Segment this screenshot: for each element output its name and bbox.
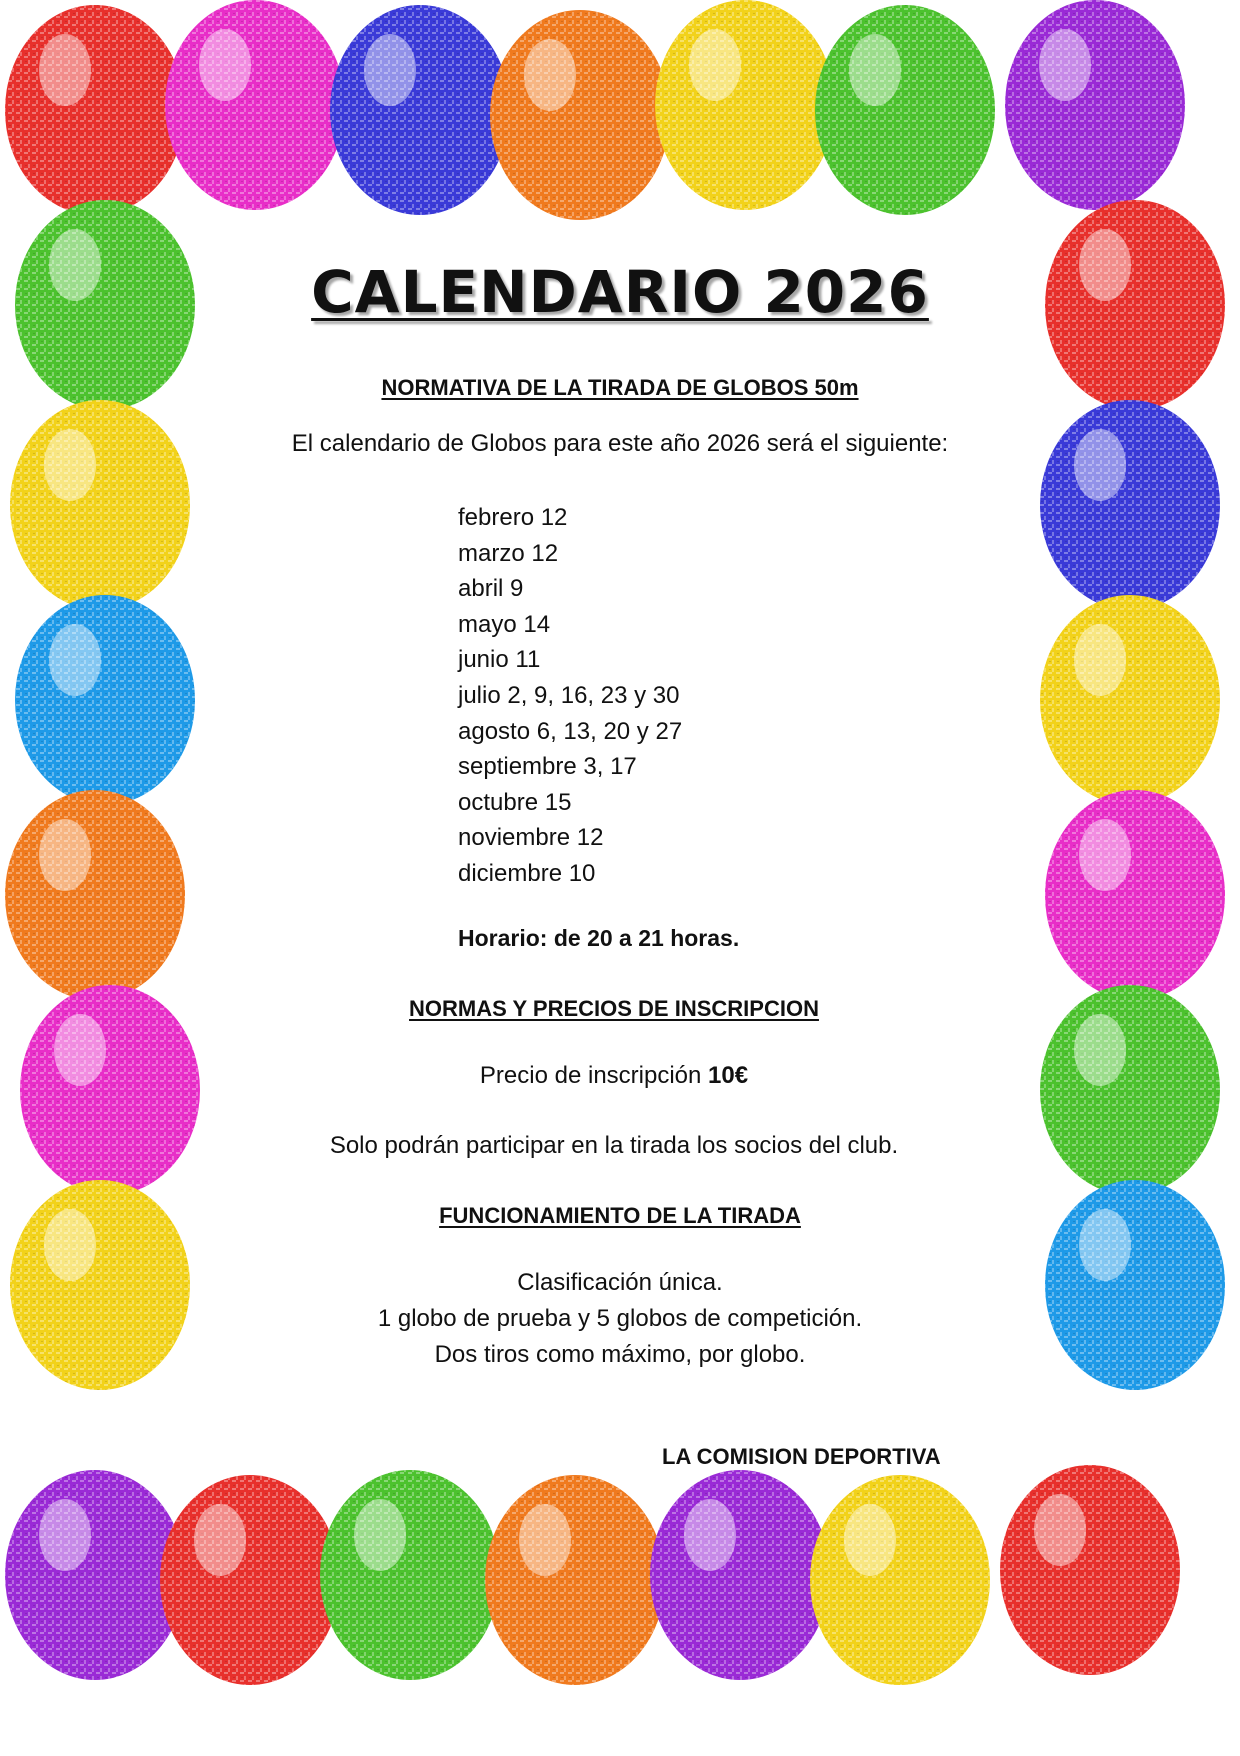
month-item: octubre 15 (458, 788, 572, 816)
rules-list (0, 1265, 1240, 1373)
balloon-icon (5, 790, 185, 1000)
balloon-icon (5, 1470, 185, 1680)
price-label: Precio de inscripción (479, 1062, 702, 1089)
balloon-icon (160, 1475, 340, 1685)
balloon-icon (15, 595, 195, 805)
members-only-text: Solo podrán participar en la tirada los socios del club. (329, 1132, 899, 1159)
price-line (0, 1062, 1228, 1090)
month-item: junio 11 (458, 646, 541, 674)
signature: LA COMISION DEPORTIVA (662, 1444, 941, 1469)
balloon-icon (815, 5, 995, 215)
rule-item: Clasificación única. (517, 1269, 723, 1296)
month-item: abril 9 (458, 575, 524, 603)
balloon-icon (655, 0, 835, 210)
month-item: mayo 14 (458, 610, 551, 638)
balloon-icon (1005, 0, 1185, 210)
month-item: diciembre 10 (458, 859, 596, 887)
balloon-icon (165, 0, 345, 210)
balloon-icon (5, 5, 185, 215)
rule-item: Dos tiros como máximo, por globo. (434, 1341, 806, 1368)
page-title: CALENDARIO 2026 (311, 258, 929, 326)
month-item: febrero 12 (458, 504, 568, 531)
month-item: septiembre 3, 17 (458, 753, 637, 781)
balloon-icon (1040, 595, 1220, 805)
balloon-icon (490, 10, 670, 220)
schedule-text: Horario: de 20 a 21 horas. (458, 925, 740, 951)
rule-item: 1 globo de prueba y 5 globos de competición. (377, 1305, 863, 1332)
price-value: 10€ (708, 1062, 749, 1089)
balloon-icon (650, 1470, 830, 1680)
intro-text: El calendario de Globos para este año 2026 será el siguiente: (291, 430, 949, 457)
month-item: noviembre 12 (458, 824, 604, 852)
funcionamiento-heading: FUNCIONAMIENTO DE LA TIRADA (439, 1203, 801, 1228)
balloon-icon (810, 1475, 990, 1685)
balloon-icon (320, 1470, 500, 1680)
balloon-icon (1045, 790, 1225, 1000)
month-item: marzo 12 (458, 539, 559, 567)
month-item: julio 2, 9, 16, 23 y 30 (458, 681, 680, 709)
month-list (458, 500, 682, 892)
balloon-icon (485, 1475, 665, 1685)
balloon-icon (1000, 1465, 1180, 1675)
balloon-icon (330, 5, 510, 215)
normas-heading: NORMAS Y PRECIOS DE INSCRIPCION (409, 996, 819, 1021)
normativa-heading: NORMATIVA DE LA TIRADA DE GLOBOS 50m (381, 375, 859, 400)
month-item: agosto 6, 13, 20 y 27 (458, 717, 683, 745)
